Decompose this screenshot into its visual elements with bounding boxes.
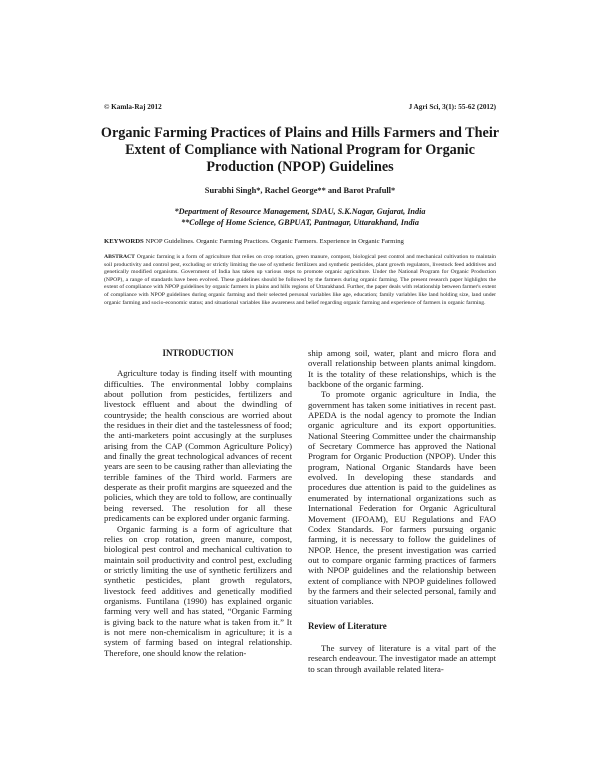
review-heading: Review of Literature xyxy=(308,620,387,631)
review-paragraph-1: The survey of literature is a vital part of the research endeavour. The investigator made an attempt to scan through available related litera- xyxy=(308,642,496,674)
intro-paragraph-3: ship among soil, water, plant and micro flora and overall relationship between plants animal kingdom. It is the totality of these relationships, which is the backbone of the organic farming. xyxy=(308,348,496,390)
affiliations xyxy=(100,207,500,228)
introduction-heading: INTRODUCTION xyxy=(162,348,234,358)
intro-paragraph-2: Organic farming is a form of agriculture that relies on crop rotation, green manure, compost, biological pest control and mechanical cultivation to maintain soil productivity and control pest, excluding or strictly limiting the use of synthetic fertilizers and synthetic pesticides, plant growth regulators, livestock feed additives and genetically modified organisms. Funtilana (1990) has explained organic farming very well and has stated, “Organic Farming is giving back to the nature what is taken from it.” It is not mere non-chemicalism in agriculture; it is a system of farming based on integral relationship. Therefore, one should know the relation- xyxy=(104,523,292,658)
intro-paragraph-4: To promote organic agriculture in India, the government has taken some initiatives in recent past. APEDA is the nodal agency to promote the Indian organic agriculture and its export opportunities. National Steering Committee under the chairmanship of Secretary Commerce has approved the National Program for Organic Production (NPOP). Under this program, National Organic Standards have been evolved. In developing these standards and procedures due attention is paid to the guidelines as enumerated by international organizations such as International Federation for Organic Agricultural Movement (IFOAM), EU Regulations and FAO Codex Standards. For farmers pursuing organic farming, it is necessary to follow the guidelines of NPOP. Hence, the present investigation was carried out to compare organic farming practices of farmers with NPOP guidelines and the relationship between extent of compliance with NPOP guidelines followed by the farmers and their selected personal, family and situation variables. xyxy=(308,389,496,607)
abstract-label: ABSTRACT xyxy=(104,254,135,260)
copyright-header: © Kamla-Raj 2012 xyxy=(104,103,162,111)
abstract-text: Organic farming is a form of agriculture that relies on crop rotation, green manure, compost, biological pest control and mechanical cultivation to maintain soil productivity and control pest, excluding or strictly limiting the use of synthetic fertilizers and synthetic pesticides, plant growth regulators, livestock feed additives and genetically modified organisms. Government of India has taken up various steps to promote organic agriculture. Under the National Program for Organic Production (NPOP), a range of standards have been evolved. These guidelines should be followed by the farmers during organic farming. The present research paper highlights the extent of compliance with NPOP guidelines by organic farmers in plains and hills regions of Uttarakhand. Further, the paper deals with relationship between farmer's extent of compliance with NPOP guidelines during organic farming and their selected personal variables like age, education; family variables like land holding size, land under organic farming and socio-economic status; and situational variables like awareness and belief regarding organic farming and experience of farmers in organic farming. xyxy=(104,254,496,306)
abstract xyxy=(104,254,496,307)
journal-citation-header: J Agri Sci, 3(1): 55-62 (2012) xyxy=(408,103,496,111)
keywords-label: KEYWORDS xyxy=(104,238,144,245)
keywords-text: NPOP Guidelines. Organic Farming Practices. Organic Farmers. Experience in Organic Farming xyxy=(145,238,404,245)
keywords xyxy=(104,237,496,246)
affiliation-line-1: *Department of Resource Management, SDAU, S.K.Nagar, Gujarat, India xyxy=(174,207,426,216)
right-column xyxy=(308,348,496,674)
affiliation-line-2: **College of Home Science, GBPUAT, Pantnagar, Uttarakhand, India xyxy=(181,217,419,227)
left-column xyxy=(104,348,292,658)
intro-paragraph-1: Agriculture today is finding itself with mounting difficulties. The environmental lobby complains about pollution from pesticides, fertilizers and livestock effluent and about the dwindling of countryside; the health conscious are worried about the residues in their diet and the tastelessness of food; the anti-marketers point accusingly at the surpluses arising from the CAP (Common Agriculture Policy) and finally the great technological advances of recent years are seen to be causing rather than alleviating the terrible famines of the Third world. Farmers are desperate as their profit margins are squeezed and the policies, which they are told to follow, are continually being reversed. The resolution for all these predicaments can be explored under organic farming. xyxy=(104,368,292,524)
paper-title: Organic Farming Practices of Plains and Hills Farmers and Their Extent of Compliance with National Program for Organic Production (NPOP) Guidelines xyxy=(100,125,500,175)
author-list: Surabhi Singh*, Rachel George** and Barot Prafull* xyxy=(204,186,396,195)
